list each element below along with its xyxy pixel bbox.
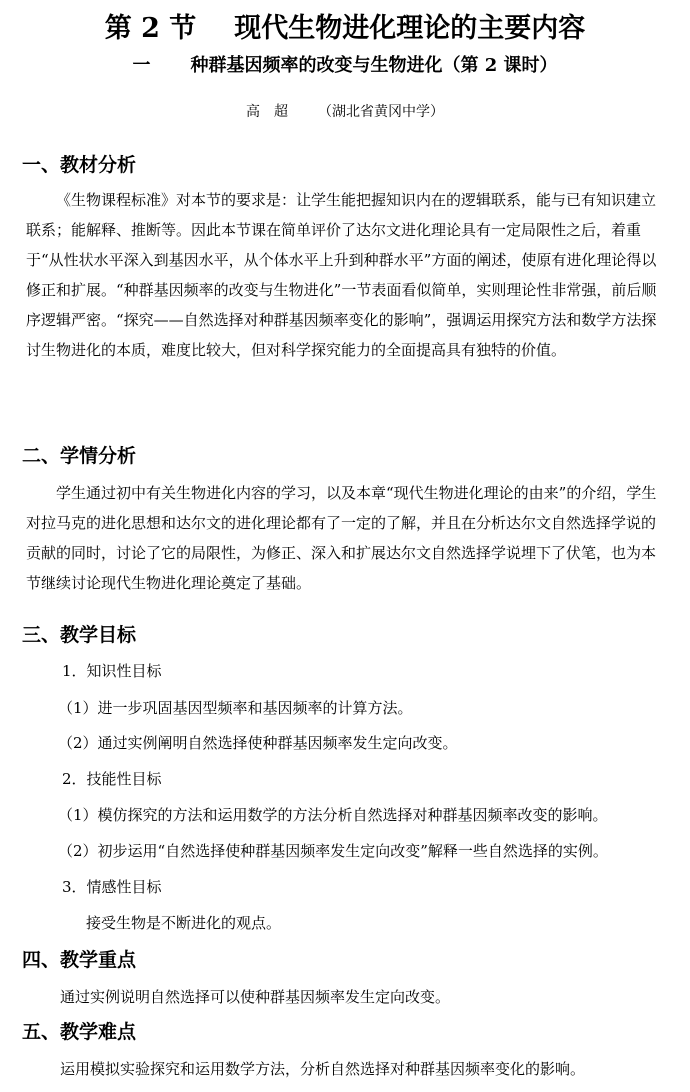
author-line bbox=[0, 101, 690, 123]
author-name: 高超 bbox=[246, 104, 302, 120]
key-points-text: 通过实例说明自然选择可以使种群基因频率发生定向改变。 bbox=[60, 988, 451, 1006]
title-section-number: 第 2 节 bbox=[104, 13, 197, 44]
section-heading-textbook-analysis: 一、教材分析 bbox=[22, 154, 137, 176]
goal-skill-title: 2．技能性目标 bbox=[62, 770, 162, 788]
student-analysis-paragraph: 学生通过初中有关生物进化内容的学习，以及本章“现代生物进化理论的由来”的介绍，学生对拉马克的进化思想和达尔文的进化理论都有了一定的了解，并且在分析达尔文自然选择学说的贡献的同时，讨论了它的局限性，为修正、深入和扩展达尔文自然选择学说埋下了伏笔，也为本节继续讨论现代生物进化理论奠定了基础。 bbox=[26, 484, 657, 592]
textbook-analysis-paragraph: 《生物课程标准》对本节的要求是：让学生能把握知识内在的逻辑联系，能与已有知识建立联系；能解释、推断等。因此本节课在简单评价了达尔文进化理论具有一定局限性之后，着重于“从性状水平深入到基因水平，从个体水平上升到种群水平”方面的阐述，使原有进化理论得以修正和扩展。“种群基因频率的改变与生物进化”一节表面看似简单，实则理论性非常强，前后顺序逻辑严密。“探究——自然选择对种群基因频率变化的影响”，强调运用探究方法和数学方法探讨生物进化的本质，难度比较大，但对科学探究能力的全面提高具有独特的价值。 bbox=[26, 191, 657, 359]
goal-affective-title: 3．情感性目标 bbox=[62, 878, 162, 896]
goal-skill-item-1: （1）模仿探究的方法和运用数学的方法分析自然选择对种群基因频率改变的影响。 bbox=[58, 806, 608, 824]
goal-skill-item-2: （2）初步运用“自然选择使种群基因频率发生定向改变”解释一些自然选择的实例。 bbox=[58, 842, 608, 860]
goal-knowledge-title: 1．知识性目标 bbox=[62, 662, 162, 680]
page-subtitle bbox=[0, 53, 690, 79]
goal-knowledge-item-1: （1）进一步巩固基因型频率和基因频率的计算方法。 bbox=[58, 699, 413, 717]
subtitle-text: 种群基因频率的改变与生物进化（第 2 课时） bbox=[190, 55, 558, 76]
subtitle-number: 一 bbox=[132, 55, 151, 76]
section-heading-key-points: 四、教学重点 bbox=[22, 949, 137, 971]
goal-knowledge-item-2: （2）通过实例阐明自然选择使种群基因频率发生定向改变。 bbox=[58, 734, 458, 752]
section-heading-teaching-goals: 三、教学目标 bbox=[22, 624, 137, 646]
author-affiliation: （湖北省黄冈中学） bbox=[318, 104, 444, 120]
title-main: 现代生物进化理论的主要内容 bbox=[234, 13, 586, 44]
section-heading-difficulties: 五、教学难点 bbox=[22, 1021, 137, 1043]
difficulties-text: 运用模拟实验探究和运用数学方法，分析自然选择对种群基因频率变化的影响。 bbox=[60, 1060, 586, 1078]
section-heading-student-analysis: 二、学情分析 bbox=[22, 445, 137, 467]
page-title bbox=[0, 12, 690, 46]
goal-affective-item-1: 接受生物是不断进化的观点。 bbox=[86, 914, 282, 932]
